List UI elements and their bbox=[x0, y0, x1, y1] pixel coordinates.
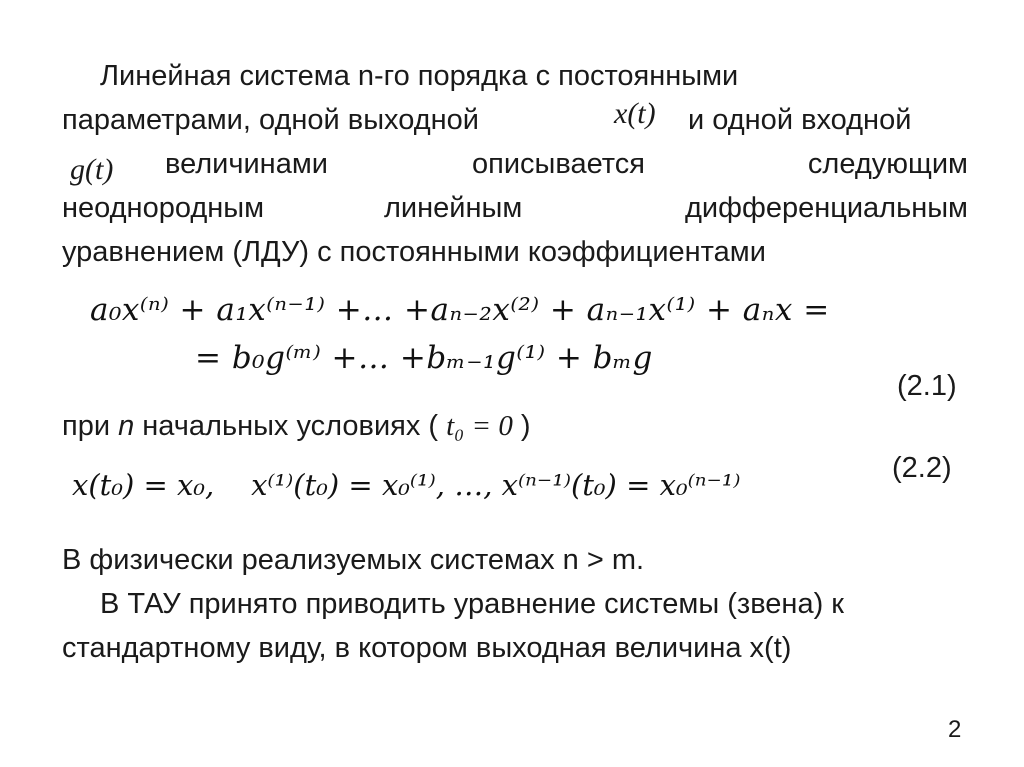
paragraph-3-line-2: стандартному виду, в котором выходная величина x(t) bbox=[62, 632, 792, 664]
paragraph-1-line-2 bbox=[62, 97, 912, 142]
equation-2-1-line-1: a₀x⁽ⁿ⁾ + a₁x⁽ⁿ⁻¹⁾ +… +aₙ₋₂x⁽²⁾ + aₙ₋₁x⁽¹⁾ + aₙx = bbox=[90, 292, 830, 328]
text-segment: ) bbox=[520, 410, 531, 442]
text-segment: и одной входной bbox=[688, 104, 912, 136]
equation-2-1-number: (2.1) bbox=[897, 370, 957, 402]
paragraph-3-line-1: В ТАУ принято приводить уравнение системы (звена) к bbox=[100, 588, 844, 620]
math-x-of-t: x(t) bbox=[614, 97, 656, 130]
equation-2-2-number: (2.2) bbox=[892, 452, 952, 484]
text-segment: начальных условиях ( bbox=[142, 410, 439, 442]
text-segment: следующим bbox=[807, 148, 968, 180]
math-g-of-t: g(t) bbox=[70, 153, 114, 186]
paragraph-2: В физически реализуемых системах n > m. bbox=[62, 544, 645, 576]
initial-conditions-line bbox=[62, 404, 531, 448]
text-segment: параметрами, одной выходной bbox=[62, 104, 479, 136]
variable-n: n bbox=[118, 410, 135, 442]
text-segment: неоднородным bbox=[62, 192, 265, 224]
text-segment: описывается bbox=[472, 148, 645, 180]
text-segment: дифференциальным bbox=[684, 192, 968, 224]
paragraph-1-line-5: уравнением (ЛДУ) с постоянными коэффициентами bbox=[62, 236, 766, 268]
paragraph-1-line-1: Линейная система n-го порядка с постоянными bbox=[100, 60, 739, 92]
equation-2-2: x(t₀) = x₀, x⁽¹⁾(t₀) = x₀⁽¹⁾, …, x⁽ⁿ⁻¹⁾(t₀) = x₀⁽ⁿ⁻¹⁾ bbox=[72, 468, 741, 502]
text-segment: при bbox=[62, 410, 111, 442]
text-segment: величинами bbox=[165, 148, 328, 180]
equation-2-1-line-2: = b₀g⁽ᵐ⁾ +… +bₘ₋₁g⁽¹⁾ + bₘg bbox=[195, 340, 653, 376]
math-t0-equals-zero: t₀ = 0 bbox=[446, 410, 513, 442]
page-number: 2 bbox=[948, 716, 962, 743]
text-segment: линейным bbox=[384, 192, 523, 224]
